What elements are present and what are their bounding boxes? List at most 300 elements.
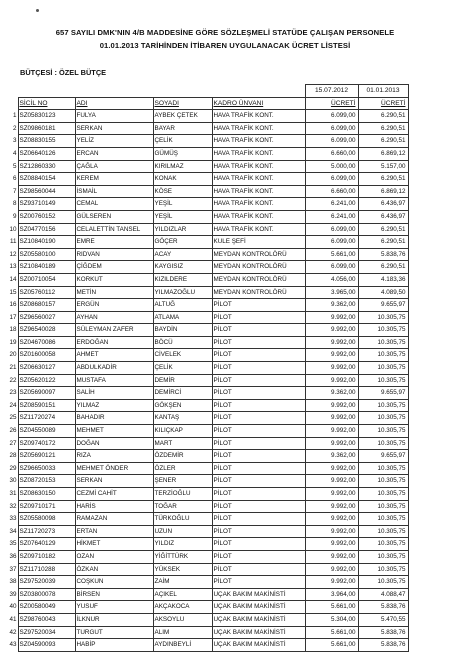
header-date-2013: 01.01.2013 xyxy=(358,85,408,98)
header-adi: ADI xyxy=(75,97,153,110)
kadro-cell: HAVA TRAFİK KONT. xyxy=(212,173,305,186)
row-number: 4 xyxy=(6,147,18,160)
adi-cell: AHMET xyxy=(75,349,153,362)
table-row xyxy=(6,437,408,450)
ucret-2012-cell: 9.362,00 xyxy=(305,387,358,400)
sicil-no-cell: SZ08720153 xyxy=(18,475,75,488)
kadro-cell: PİLOT xyxy=(212,374,305,387)
adi-cell: İLKNUR xyxy=(75,613,153,626)
kadro-cell: UÇAK BAKIM MAKİNİSTİ xyxy=(212,613,305,626)
kadro-cell: HAVA TRAFİK KONT. xyxy=(212,110,305,123)
adi-cell: SERKAN xyxy=(75,122,153,135)
adi-cell: YILMAZ xyxy=(75,399,153,412)
table-row xyxy=(6,576,408,589)
soyadi-cell: YILMAZOĞLU xyxy=(153,286,212,299)
ucret-2012-cell: 9.992,00 xyxy=(305,425,358,438)
ucret-2012-cell: 9.992,00 xyxy=(305,563,358,576)
kadro-cell: HAVA TRAFİK KONT. xyxy=(212,198,305,211)
kadro-cell: PİLOT xyxy=(212,475,305,488)
table-row xyxy=(6,450,408,463)
table-row xyxy=(6,475,408,488)
ucret-2013-cell: 6.290,51 xyxy=(358,261,408,274)
row-number: 38 xyxy=(6,576,18,589)
ucret-2012-cell: 9.992,00 xyxy=(305,324,358,337)
ucret-2012-cell: 9.992,00 xyxy=(305,311,358,324)
ucret-2012-cell: 6.099,00 xyxy=(305,122,358,135)
ucret-2013-cell: 6.290,51 xyxy=(358,236,408,249)
row-number: 34 xyxy=(6,525,18,538)
ucret-2013-cell: 10.305,75 xyxy=(358,311,408,324)
soyadi-cell: AÇIKEL xyxy=(153,588,212,601)
sicil-no-cell: SZ08840154 xyxy=(18,173,75,186)
ucret-2013-cell: 4.088,47 xyxy=(358,588,408,601)
soyadi-cell: KIRILMAZ xyxy=(153,160,212,173)
sicil-no-cell: SZ04550089 xyxy=(18,425,75,438)
row-number: 30 xyxy=(6,475,18,488)
sicil-no-cell: SZ09710171 xyxy=(18,500,75,513)
adi-cell: SERKAN xyxy=(75,475,153,488)
kadro-cell: PİLOT xyxy=(212,437,305,450)
ucret-2013-cell: 10.305,75 xyxy=(358,488,408,501)
ucret-2012-cell: 9.992,00 xyxy=(305,437,358,450)
ucret-2013-cell: 6.290,51 xyxy=(358,173,408,186)
ucret-2013-cell: 5.838,76 xyxy=(358,639,408,652)
ucret-2012-cell: 5.661,00 xyxy=(305,248,358,261)
ucret-2013-cell: 10.305,75 xyxy=(358,412,408,425)
ucret-2012-cell: 9.992,00 xyxy=(305,550,358,563)
ucret-2013-cell: 10.305,75 xyxy=(358,525,408,538)
kadro-cell: HAVA TRAFİK KONT. xyxy=(212,160,305,173)
adi-cell: OZAN xyxy=(75,550,153,563)
sicil-no-cell: SZ06640126 xyxy=(18,147,75,160)
kadro-cell: PİLOT xyxy=(212,299,305,312)
table-row xyxy=(6,110,408,123)
row-number: 21 xyxy=(6,362,18,375)
ucret-2013-cell: 6.290,51 xyxy=(358,122,408,135)
sicil-no-cell: SZ05690097 xyxy=(18,387,75,400)
table-row xyxy=(6,236,408,249)
row-number: 9 xyxy=(6,210,18,223)
adi-cell: ERDOĞAN xyxy=(75,336,153,349)
header-soyadi: SOYADI xyxy=(153,97,212,110)
ucret-2013-cell: 9.655,97 xyxy=(358,299,408,312)
adi-cell: COŞKUN xyxy=(75,576,153,589)
ucret-2013-cell: 5.838,76 xyxy=(358,626,408,639)
soyadi-cell: ŞENER xyxy=(153,475,212,488)
soyadi-cell: GÜMÜŞ xyxy=(153,147,212,160)
soyadi-cell: KONAK xyxy=(153,173,212,186)
adi-cell: ABDULKADİR xyxy=(75,362,153,375)
adi-cell: ÖZKAN xyxy=(75,563,153,576)
row-number: 43 xyxy=(6,639,18,652)
adi-cell: RAMAZAN xyxy=(75,513,153,526)
adi-cell: GÜLSEREN xyxy=(75,210,153,223)
ucret-2012-cell: 9.992,00 xyxy=(305,513,358,526)
ucret-2012-cell: 9.992,00 xyxy=(305,462,358,475)
soyadi-cell: GÖKŞEN xyxy=(153,399,212,412)
row-number: 13 xyxy=(6,261,18,274)
row-number: 28 xyxy=(6,450,18,463)
ucret-2012-cell: 9.992,00 xyxy=(305,349,358,362)
ucret-2013-cell: 10.305,75 xyxy=(358,475,408,488)
kadro-cell: PİLOT xyxy=(212,513,305,526)
kadro-cell: PİLOT xyxy=(212,412,305,425)
kadro-cell: PİLOT xyxy=(212,563,305,576)
ucret-2013-cell: 4.183,36 xyxy=(358,273,408,286)
soyadi-cell: UZUN xyxy=(153,525,212,538)
adi-cell: KORKUT xyxy=(75,273,153,286)
ucret-2012-cell: 9.992,00 xyxy=(305,500,358,513)
kadro-cell: PİLOT xyxy=(212,324,305,337)
table-row xyxy=(6,588,408,601)
ucret-2012-cell: 9.362,00 xyxy=(305,299,358,312)
sicil-no-cell: SZ98760043 xyxy=(18,613,75,626)
row-number: 39 xyxy=(6,588,18,601)
ucret-2012-cell: 9.992,00 xyxy=(305,412,358,425)
sicil-no-cell: SZ07640129 xyxy=(18,538,75,551)
ucret-2013-cell: 10.305,75 xyxy=(358,550,408,563)
ucret-2012-cell: 9.992,00 xyxy=(305,525,358,538)
sicil-no-cell: SZ05830123 xyxy=(18,110,75,123)
row-number: 5 xyxy=(6,160,18,173)
soyadi-cell: YÜKSEK xyxy=(153,563,212,576)
table-row xyxy=(6,563,408,576)
ucret-2012-cell: 6.099,00 xyxy=(305,236,358,249)
row-number: 41 xyxy=(6,613,18,626)
table-row xyxy=(6,513,408,526)
kadro-cell: HAVA TRAFİK KONT. xyxy=(212,223,305,236)
ucret-2012-cell: 6.241,00 xyxy=(305,210,358,223)
soyadi-cell: AYDINBEYLİ xyxy=(153,639,212,652)
budget-label: BÜTÇESİ : ÖZEL BÜTÇE xyxy=(20,68,107,77)
table-row xyxy=(6,613,408,626)
kadro-cell: KULE ŞEFİ xyxy=(212,236,305,249)
ucret-2012-cell: 6.099,00 xyxy=(305,223,358,236)
ucret-2012-cell: 9.992,00 xyxy=(305,374,358,387)
ucret-2013-cell: 5.838,76 xyxy=(358,248,408,261)
table-row xyxy=(6,399,408,412)
row-number: 19 xyxy=(6,336,18,349)
table-row xyxy=(6,160,408,173)
sicil-no-cell: SZ03800078 xyxy=(18,588,75,601)
table-row xyxy=(6,210,408,223)
soyadi-cell: ÖZLER xyxy=(153,462,212,475)
kadro-cell: PİLOT xyxy=(212,349,305,362)
adi-cell: HARİS xyxy=(75,500,153,513)
adi-cell: ERTAN xyxy=(75,525,153,538)
row-number: 26 xyxy=(6,425,18,438)
ucret-2013-cell: 6.869,12 xyxy=(358,185,408,198)
row-number: 33 xyxy=(6,513,18,526)
adi-cell: BİRSEN xyxy=(75,588,153,601)
soyadi-cell: YILDIZLAR xyxy=(153,223,212,236)
ucret-2013-cell: 5.470,55 xyxy=(358,613,408,626)
soyadi-cell: TOĞAR xyxy=(153,500,212,513)
row-number: 10 xyxy=(6,223,18,236)
ucret-2012-cell: 9.992,00 xyxy=(305,336,358,349)
kadro-cell: PİLOT xyxy=(212,462,305,475)
kadro-cell: PİLOT xyxy=(212,336,305,349)
ucret-2012-cell: 5.661,00 xyxy=(305,601,358,614)
ucret-2012-cell: 3.965,00 xyxy=(305,286,358,299)
sicil-no-cell: SZ96540028 xyxy=(18,324,75,337)
header-sicil-no: SİCİL NO xyxy=(18,97,75,110)
table-row xyxy=(6,223,408,236)
ucret-2013-cell: 10.305,75 xyxy=(358,399,408,412)
soyadi-cell: ALIM xyxy=(153,626,212,639)
sicil-no-cell: SZ05760112 xyxy=(18,286,75,299)
adi-cell: BAHADIR xyxy=(75,412,153,425)
row-number: 7 xyxy=(6,185,18,198)
ucret-2013-cell: 10.305,75 xyxy=(358,563,408,576)
adi-cell: SALİH xyxy=(75,387,153,400)
table-row xyxy=(6,311,408,324)
table-row xyxy=(6,122,408,135)
row-number: 17 xyxy=(6,311,18,324)
ucret-2013-cell: 9.655,97 xyxy=(358,387,408,400)
sicil-no-cell: SZ11710288 xyxy=(18,563,75,576)
sicil-no-cell: SZ04590093 xyxy=(18,639,75,652)
sicil-no-cell: SZ05690121 xyxy=(18,450,75,463)
adi-cell: RIDVAN xyxy=(75,248,153,261)
ucret-2013-cell: 6.869,12 xyxy=(358,147,408,160)
kadro-cell: MEYDAN KONTROLÖRÜ xyxy=(212,286,305,299)
row-number: 15 xyxy=(6,286,18,299)
row-number: 20 xyxy=(6,349,18,362)
kadro-cell: HAVA TRAFİK KONT. xyxy=(212,135,305,148)
soyadi-cell: CİVELEK xyxy=(153,349,212,362)
table-row xyxy=(6,538,408,551)
table-row xyxy=(6,261,408,274)
sicil-no-cell: SZ00710054 xyxy=(18,273,75,286)
row-number: 42 xyxy=(6,626,18,639)
ucret-2012-cell: 9.992,00 xyxy=(305,576,358,589)
adi-cell: HİKMET xyxy=(75,538,153,551)
soyadi-cell: ALTUĞ xyxy=(153,299,212,312)
kadro-cell: UÇAK BAKIM MAKİNİSTİ xyxy=(212,588,305,601)
ucret-2012-cell: 6.099,00 xyxy=(305,135,358,148)
ucret-2013-cell: 6.290,51 xyxy=(358,223,408,236)
kadro-cell: MEYDAN KONTROLÖRÜ xyxy=(212,261,305,274)
soyadi-cell: ÖZDEMİR xyxy=(153,450,212,463)
ucret-2012-cell: 9.992,00 xyxy=(305,488,358,501)
sicil-no-cell: SZ97520034 xyxy=(18,626,75,639)
sicil-no-cell: SZ04670086 xyxy=(18,336,75,349)
adi-cell: FULYA xyxy=(75,110,153,123)
ucret-2012-cell: 9.992,00 xyxy=(305,538,358,551)
row-number: 18 xyxy=(6,324,18,337)
row-number: 37 xyxy=(6,563,18,576)
sicil-no-cell: SZ08590151 xyxy=(18,399,75,412)
ucret-2012-cell: 6.660,00 xyxy=(305,185,358,198)
row-number: 32 xyxy=(6,500,18,513)
table-row xyxy=(6,185,408,198)
adi-cell: ÇAĞLA xyxy=(75,160,153,173)
soyadi-cell: DEMİRCİ xyxy=(153,387,212,400)
ucret-2013-cell: 10.305,75 xyxy=(358,374,408,387)
row-number: 3 xyxy=(6,135,18,148)
adi-cell: AYHAN xyxy=(75,311,153,324)
ucret-2013-cell: 10.305,75 xyxy=(358,500,408,513)
table-row xyxy=(6,525,408,538)
soyadi-cell: BAYAR xyxy=(153,122,212,135)
ucret-2013-cell: 10.305,75 xyxy=(358,349,408,362)
kadro-cell: PİLOT xyxy=(212,488,305,501)
soyadi-cell: BAYDİN xyxy=(153,324,212,337)
ucret-2013-cell: 10.305,75 xyxy=(358,576,408,589)
ucret-2012-cell: 6.099,00 xyxy=(305,173,358,186)
sicil-no-cell: SZ98560044 xyxy=(18,185,75,198)
kadro-cell: PİLOT xyxy=(212,311,305,324)
adi-cell: MUSTAFA xyxy=(75,374,153,387)
table-row xyxy=(6,349,408,362)
ucret-2013-cell: 10.305,75 xyxy=(358,425,408,438)
ucret-2012-cell: 5.661,00 xyxy=(305,626,358,639)
adi-cell: YUSUF xyxy=(75,601,153,614)
sicil-no-cell: SZ05580098 xyxy=(18,513,75,526)
soyadi-cell: AKÇAKOCA xyxy=(153,601,212,614)
table-row xyxy=(6,425,408,438)
ucret-2013-cell: 10.305,75 xyxy=(358,462,408,475)
kadro-cell: PİLOT xyxy=(212,500,305,513)
row-number: 24 xyxy=(6,399,18,412)
sicil-no-cell: SZ09860181 xyxy=(18,122,75,135)
table-row xyxy=(6,387,408,400)
table-row xyxy=(6,286,408,299)
ucret-2012-cell: 5.304,00 xyxy=(305,613,358,626)
soyadi-cell: YEŞİL xyxy=(153,198,212,211)
sicil-no-cell: SZ10840190 xyxy=(18,236,75,249)
soyadi-cell: ÇELİK xyxy=(153,135,212,148)
kadro-cell: PİLOT xyxy=(212,550,305,563)
soyadi-cell: AKSOYLU xyxy=(153,613,212,626)
soyadi-cell: ACAY xyxy=(153,248,212,261)
soyadi-cell: TERZİOĞLU xyxy=(153,488,212,501)
kadro-cell: UÇAK BAKIM MAKİNİSTİ xyxy=(212,601,305,614)
row-number: 31 xyxy=(6,488,18,501)
ucret-2012-cell: 5.000,00 xyxy=(305,160,358,173)
ucret-2013-cell: 10.305,75 xyxy=(358,437,408,450)
kadro-cell: HAVA TRAFİK KONT. xyxy=(212,122,305,135)
soyadi-cell: ATLAMA xyxy=(153,311,212,324)
adi-cell: MEHMET xyxy=(75,425,153,438)
adi-cell: ÇİĞDEM xyxy=(75,261,153,274)
table-row xyxy=(6,135,408,148)
kadro-cell: UÇAK BAKIM MAKİNİSTİ xyxy=(212,639,305,652)
sicil-no-cell: SZ12860330 xyxy=(18,160,75,173)
table-row xyxy=(6,336,408,349)
adi-cell: ERCAN xyxy=(75,147,153,160)
adi-cell: METİN xyxy=(75,286,153,299)
row-number: 23 xyxy=(6,387,18,400)
soyadi-cell: KÖSE xyxy=(153,185,212,198)
table-row xyxy=(6,198,408,211)
ucret-2013-cell: 5.157,00 xyxy=(358,160,408,173)
scan-speck xyxy=(36,9,39,12)
sicil-no-cell: SZ11720273 xyxy=(18,525,75,538)
sicil-no-cell: SZ11720274 xyxy=(18,412,75,425)
ucret-2013-cell: 4.089,50 xyxy=(358,286,408,299)
table-row xyxy=(6,500,408,513)
soyadi-cell: KILIÇKAP xyxy=(153,425,212,438)
soyadi-cell: YEŞİL xyxy=(153,210,212,223)
ucret-2013-cell: 10.305,75 xyxy=(358,513,408,526)
sicil-no-cell: SZ08830155 xyxy=(18,135,75,148)
sicil-no-cell: SZ96650033 xyxy=(18,462,75,475)
ucret-2013-cell: 6.436,97 xyxy=(358,198,408,211)
adi-cell: İSMAİL xyxy=(75,185,153,198)
table-row xyxy=(6,550,408,563)
ucret-2012-cell: 9.992,00 xyxy=(305,475,358,488)
row-number: 36 xyxy=(6,550,18,563)
soyadi-cell: TÜRKOĞLU xyxy=(153,513,212,526)
adi-cell: HABİP xyxy=(75,639,153,652)
row-number: 2 xyxy=(6,122,18,135)
adi-cell: EMRE xyxy=(75,236,153,249)
table-row xyxy=(6,626,408,639)
ucret-2013-cell: 10.305,75 xyxy=(358,538,408,551)
soyadi-cell: MART xyxy=(153,437,212,450)
sicil-no-cell: SZ00760152 xyxy=(18,210,75,223)
ucret-2012-cell: 6.660,00 xyxy=(305,147,358,160)
kadro-cell: MEYDAN KONTROLÖRÜ xyxy=(212,248,305,261)
soyadi-cell: GÖÇER xyxy=(153,236,212,249)
ucret-2012-cell: 6.241,00 xyxy=(305,198,358,211)
table-row xyxy=(6,462,408,475)
sicil-no-cell: SZ10840189 xyxy=(18,261,75,274)
ucret-2012-cell: 5.661,00 xyxy=(305,639,358,652)
row-number: 40 xyxy=(6,601,18,614)
row-number: 12 xyxy=(6,248,18,261)
kadro-cell: MEYDAN KONTROLÖRÜ xyxy=(212,273,305,286)
row-number: 8 xyxy=(6,198,18,211)
ucret-2012-cell: 6.099,00 xyxy=(305,110,358,123)
kadro-cell: PİLOT xyxy=(212,425,305,438)
salary-table xyxy=(6,84,409,652)
sicil-no-cell: SZ05580100 xyxy=(18,248,75,261)
table-row xyxy=(6,273,408,286)
table-row xyxy=(6,639,408,652)
soyadi-cell: KANTAŞ xyxy=(153,412,212,425)
adi-cell: KEREM xyxy=(75,173,153,186)
adi-cell: ERGÜN xyxy=(75,299,153,312)
soyadi-cell: KAYGISIZ xyxy=(153,261,212,274)
table-row xyxy=(6,173,408,186)
adi-cell: DOĞAN xyxy=(75,437,153,450)
sicil-no-cell: SZ09740172 xyxy=(18,437,75,450)
row-number: 35 xyxy=(6,538,18,551)
ucret-2013-cell: 10.305,75 xyxy=(358,336,408,349)
soyadi-cell: ZAİM xyxy=(153,576,212,589)
kadro-cell: PİLOT xyxy=(212,362,305,375)
ucret-2013-cell: 6.436,97 xyxy=(358,210,408,223)
sicil-no-cell: SZ04770156 xyxy=(18,223,75,236)
ucret-2012-cell: 3.964,00 xyxy=(305,588,358,601)
kadro-cell: HAVA TRAFİK KONT. xyxy=(212,210,305,223)
sicil-no-cell: SZ96560027 xyxy=(18,311,75,324)
table-row xyxy=(6,362,408,375)
row-number: 1 xyxy=(6,110,18,123)
document-title-line2: 01.01.2013 TARİHİNDEN İTİBAREN UYGULANACAK ÜCRET LİSTESİ xyxy=(99,41,351,50)
row-number: 14 xyxy=(6,273,18,286)
kadro-cell: PİLOT xyxy=(212,399,305,412)
sicil-no-cell: SZ01600058 xyxy=(18,349,75,362)
ucret-2013-cell: 5.838,76 xyxy=(358,601,408,614)
adi-cell: CEMAL xyxy=(75,198,153,211)
row-number: 27 xyxy=(6,437,18,450)
table-row xyxy=(6,248,408,261)
soyadi-cell: YİĞİTTÜRK xyxy=(153,550,212,563)
